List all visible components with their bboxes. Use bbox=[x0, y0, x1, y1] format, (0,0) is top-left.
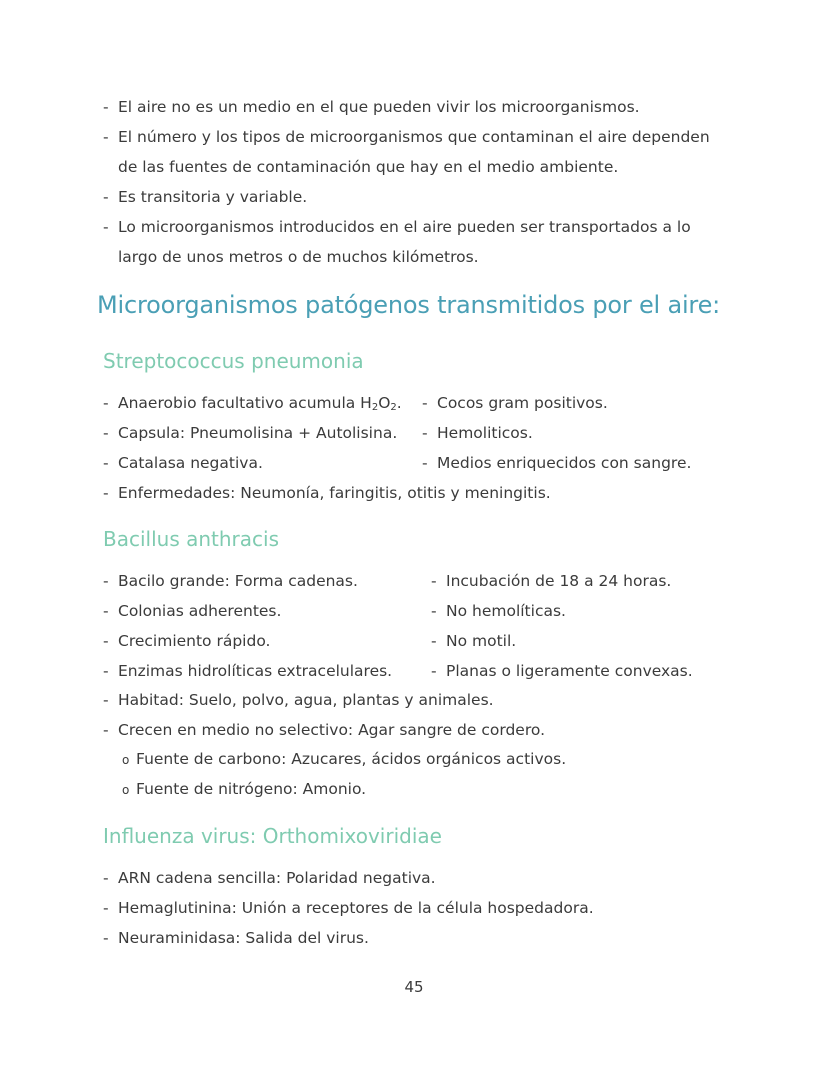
section-title: Microorganismos patógenos transmitidos por el aire: bbox=[97, 291, 721, 319]
intro-item-1: - El aire no es un medio en el que pueden vivir los microorganismos. bbox=[103, 98, 640, 116]
bacillus-right-4: - Planas o ligeramente convexas. bbox=[431, 662, 693, 680]
strep-left-1: - Anaerobio facultativo acumula $H_2O_2$. bbox=[103, 394, 402, 413]
influenza-item-1: - ARN cadena sencilla: Polaridad negativa. bbox=[103, 869, 436, 887]
intro-item-2: - El número y los tipos de microorganismos que contaminan el aire dependen bbox=[103, 128, 710, 146]
strep-right-3: - Medios enriquecidos con sangre. bbox=[422, 454, 692, 472]
bacillus-full-2: - Crecen en medio no selectivo: Agar sangre de cordero. bbox=[103, 721, 545, 739]
bacillus-left-1: - Bacilo grande: Forma cadenas. bbox=[103, 572, 358, 590]
strep-right-1: - Cocos gram positivos. bbox=[422, 394, 608, 412]
influenza-item-3: - Neuraminidasa: Salida del virus. bbox=[103, 929, 369, 947]
intro-item-3: - Es transitoria y variable. bbox=[103, 188, 308, 206]
influenza-title: Influenza virus: Orthomixoviridiae bbox=[103, 824, 442, 848]
intro-item-4-cont: largo de unos metros o de muchos kilómetros. bbox=[118, 248, 479, 266]
bacillus-full-1: - Habitad: Suelo, polvo, agua, plantas y animales. bbox=[103, 691, 494, 709]
page-number: 45 bbox=[404, 978, 424, 996]
bacillus-right-1: - Incubación de 18 a 24 horas. bbox=[431, 572, 672, 590]
strep-left-2: - Capsula: Pneumolisina + Autolisina. bbox=[103, 424, 398, 442]
strep-left-3: - Catalasa negativa. bbox=[103, 454, 263, 472]
bacillus-sub-1: o Fuente de carbono: Azucares, ácidos orgánicos activos. bbox=[122, 750, 567, 768]
bacillus-left-4: - Enzimas hidrolíticas extracelulares. bbox=[103, 662, 393, 680]
bacillus-right-2: - No hemolíticas. bbox=[431, 602, 566, 620]
bacillus-left-3: - Crecimiento rápido. bbox=[103, 632, 271, 650]
bacillus-left-2: - Colonias adherentes. bbox=[103, 602, 282, 620]
intro-item-2-cont: de las fuentes de contaminación que hay en el medio ambiente. bbox=[118, 158, 619, 176]
strep-right-2: - Hemoliticos. bbox=[422, 424, 533, 442]
intro-item-4: - Lo microorganismos introducidos en el aire pueden ser transportados a lo bbox=[103, 218, 691, 236]
bacillus-title: Bacillus anthracis bbox=[103, 527, 279, 551]
influenza-item-2: - Hemaglutinina: Unión a receptores de la célula hospedadora. bbox=[103, 899, 594, 917]
strep-full: - Enfermedades: Neumonía, faringitis, otitis y meningitis. bbox=[103, 484, 551, 502]
bacillus-sub-2: o Fuente de nitrógeno: Amonio. bbox=[122, 780, 367, 798]
strep-title: Streptococcus pneumonia bbox=[103, 349, 364, 373]
bacillus-right-3: - No motil. bbox=[431, 632, 517, 650]
